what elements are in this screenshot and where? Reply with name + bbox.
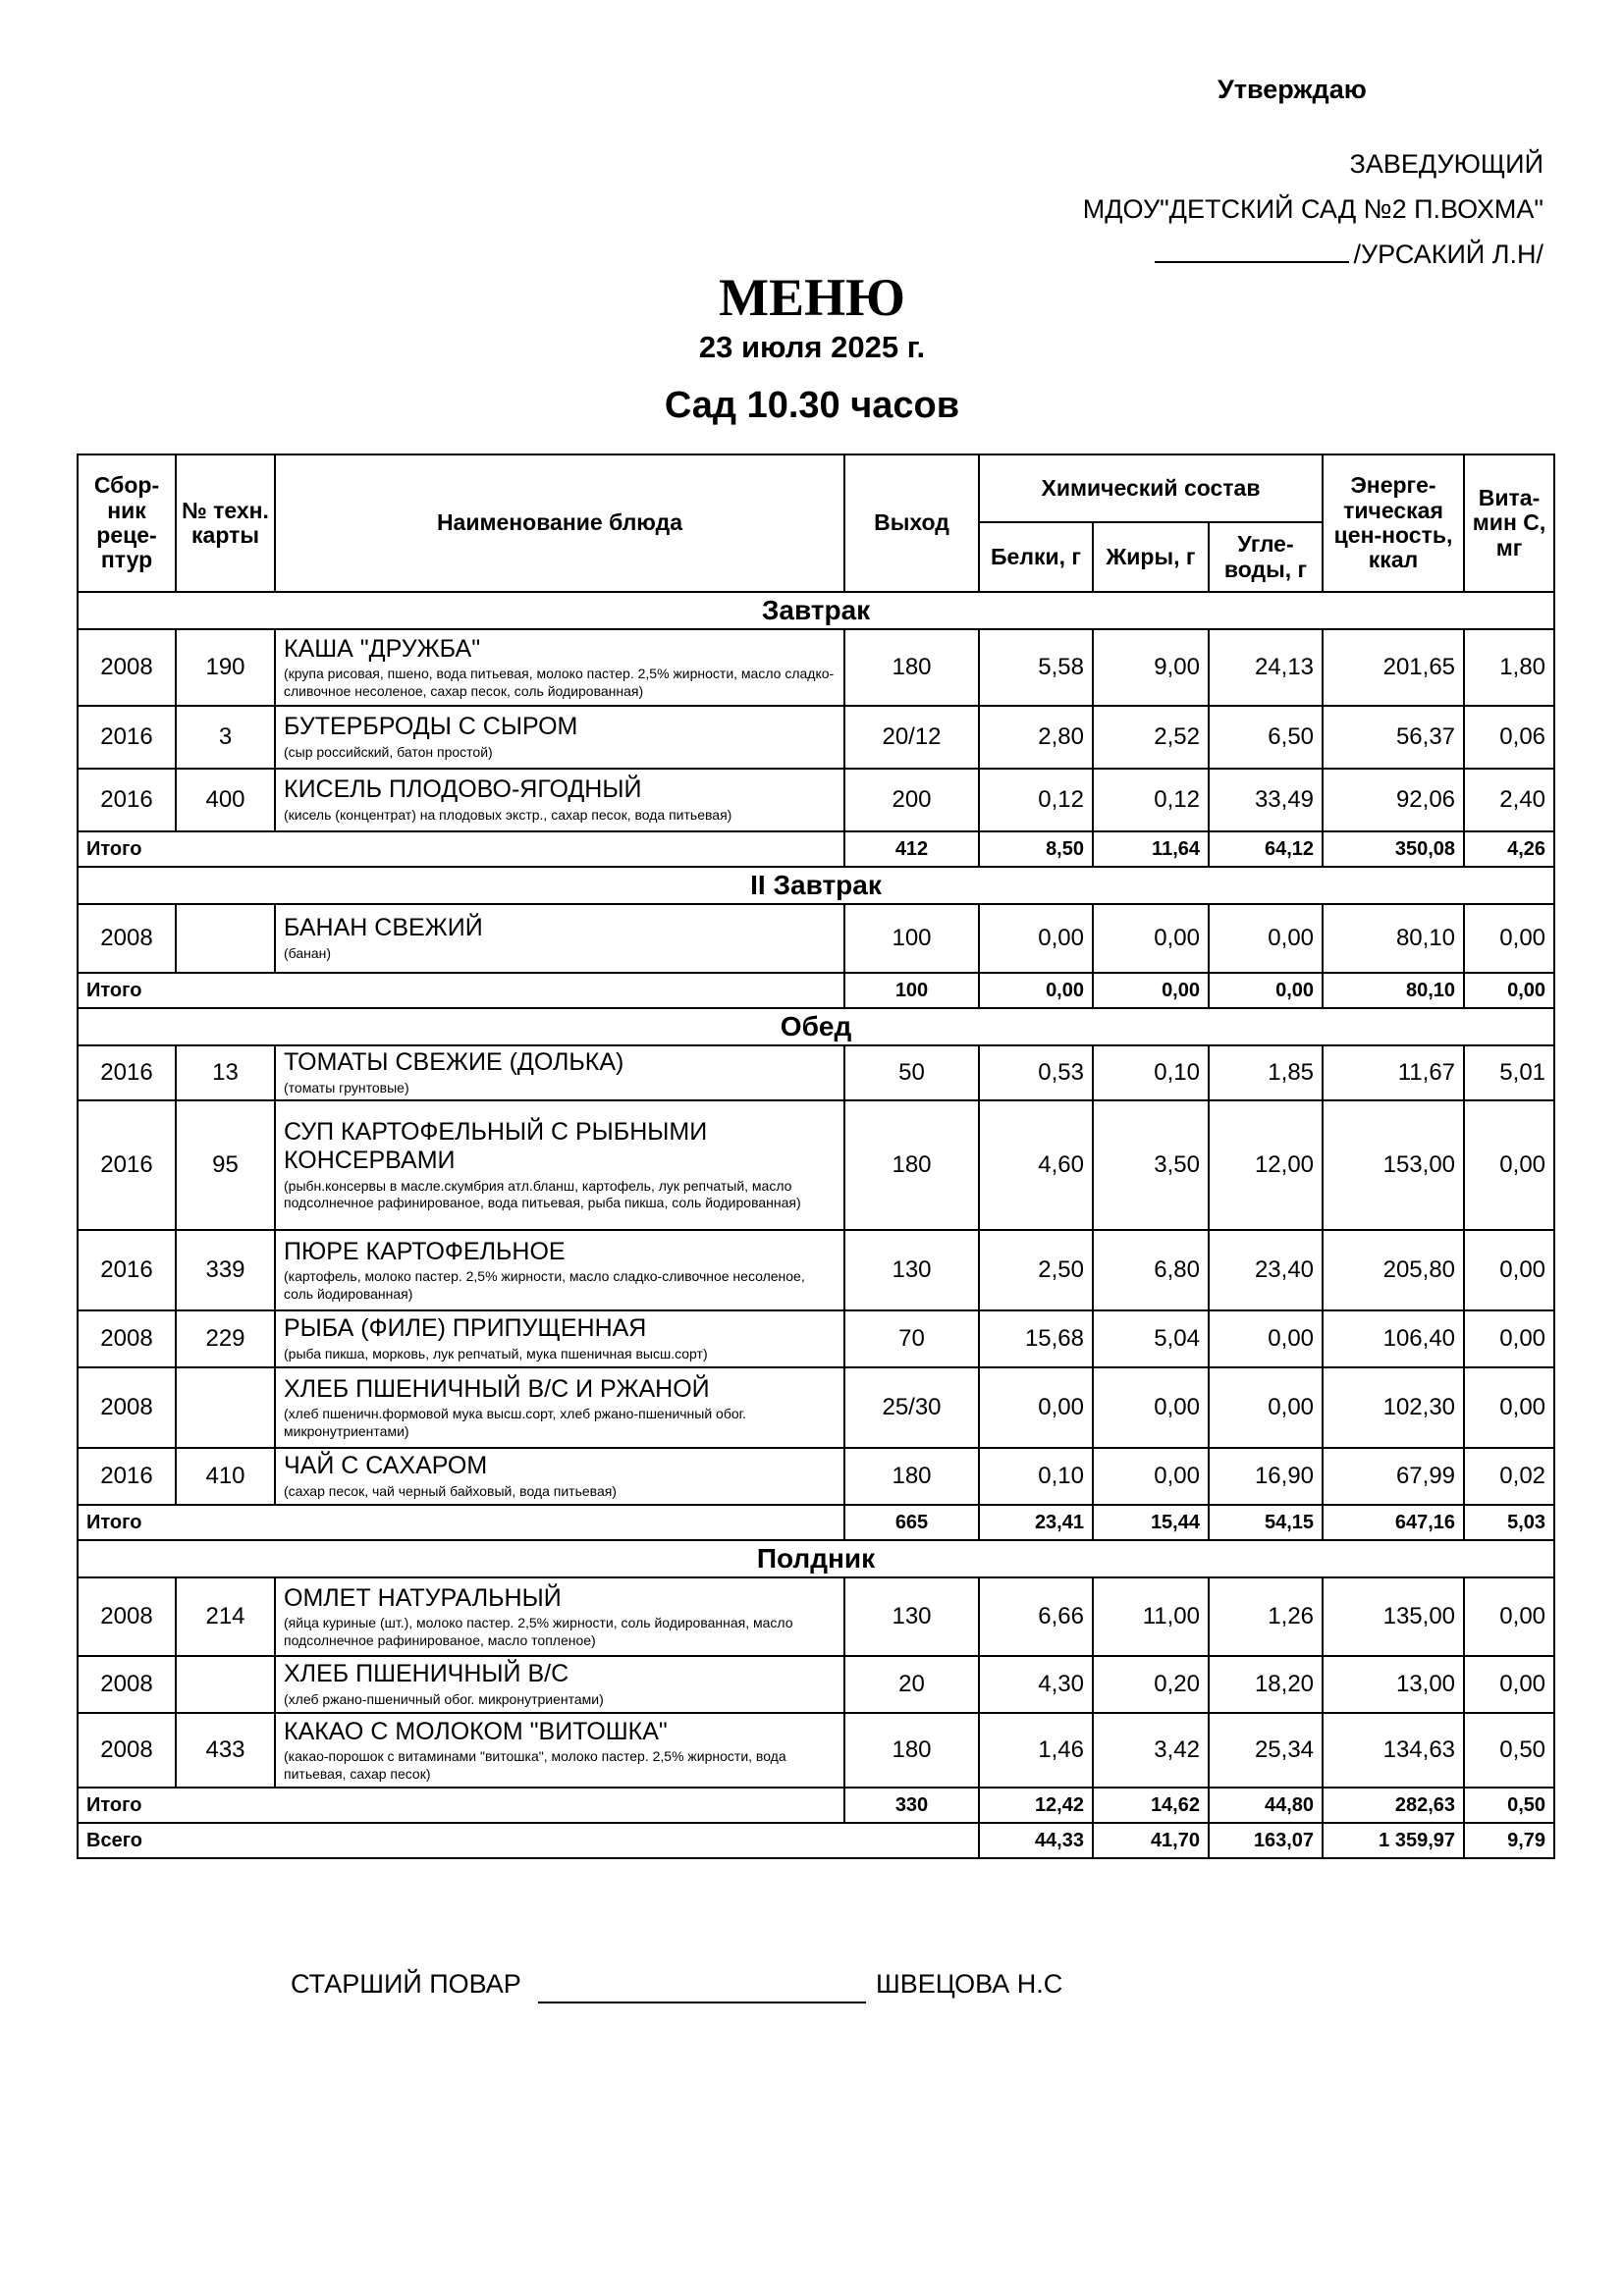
dish-row	[78, 1310, 1554, 1367]
header-collection: Сбор-ник реце-птур	[78, 454, 176, 592]
dish-name: ХЛЕБ ПШЕНИЧНЫЙ В/С И РЖАНОЙ	[284, 1374, 710, 1403]
dish-row	[78, 1100, 1554, 1230]
dish-row	[78, 769, 1554, 831]
dish-output: 180	[844, 1448, 979, 1505]
dish-fat: 3,42	[1093, 1713, 1209, 1788]
dish-collection: 2016	[78, 1230, 176, 1310]
dish-energy: 92,06	[1323, 769, 1464, 831]
dish-name: КАКАО С МОЛОКОМ "ВИТОШКА"	[284, 1717, 668, 1745]
dish-cell	[275, 1448, 844, 1505]
dish-collection: 2008	[78, 1656, 176, 1713]
dish-carbs: 16,90	[1209, 1448, 1323, 1505]
dish-fat: 0,20	[1093, 1656, 1209, 1713]
dish-vitamin: 0,00	[1464, 1100, 1554, 1230]
header-carbs: Угле-воды, г	[1209, 522, 1323, 592]
dish-row	[78, 1367, 1554, 1448]
total-output: 330	[844, 1788, 979, 1823]
menu-body	[78, 592, 1554, 1858]
total-fat: 11,64	[1093, 831, 1209, 867]
total-fat: 0,00	[1093, 973, 1209, 1008]
dish-energy: 80,10	[1323, 904, 1464, 973]
dish-card: 3	[176, 706, 275, 769]
header-protein: Белки, г	[979, 522, 1093, 592]
total-carbs: 44,80	[1209, 1788, 1323, 1823]
dish-cell	[275, 1713, 844, 1788]
approval-signature: /УРСАКИЙ Л.Н/	[1353, 240, 1543, 269]
dish-energy: 134,63	[1323, 1713, 1464, 1788]
dish-row	[78, 904, 1554, 973]
menu-date: 23 июля 2025 г.	[698, 330, 926, 364]
dish-composition: (сахар песок, чай черный байховый, вода питьевая)	[284, 1483, 617, 1500]
dish-fat: 3,50	[1093, 1100, 1209, 1230]
dish-card	[176, 1656, 275, 1713]
dish-name: ХЛЕБ ПШЕНИЧНЫЙ В/С	[284, 1660, 569, 1688]
total-energy: 282,63	[1323, 1788, 1464, 1823]
dish-vitamin: 0,00	[1464, 1367, 1554, 1448]
dish-carbs: 0,00	[1209, 1367, 1323, 1448]
total-carbs: 64,12	[1209, 831, 1323, 867]
dish-energy: 67,99	[1323, 1448, 1464, 1505]
dish-fat: 0,00	[1093, 1367, 1209, 1448]
dish-output: 25/30	[844, 1367, 979, 1448]
dish-output: 100	[844, 904, 979, 973]
dish-collection: 2016	[78, 769, 176, 831]
dish-carbs: 33,49	[1209, 769, 1323, 831]
dish-collection: 2016	[78, 1448, 176, 1505]
dish-composition: (банан)	[284, 945, 332, 962]
dish-row	[78, 1577, 1554, 1656]
dish-vitamin: 0,00	[1464, 904, 1554, 973]
menu-table	[77, 454, 1555, 1859]
dish-composition: (рыба пикша, морковь, лук репчатый, мука пшеничная высш.сорт)	[284, 1346, 708, 1362]
dish-composition: (томаты грунтовые)	[284, 1080, 409, 1096]
header-energy: Энерге-тическая цен-ность, ккал	[1323, 454, 1464, 592]
dish-carbs: 6,50	[1209, 706, 1323, 769]
dish-name: БАНАН СВЕЖИЙ	[284, 914, 483, 942]
dish-row	[78, 1656, 1554, 1713]
dish-energy: 56,37	[1323, 706, 1464, 769]
dish-cell	[275, 1367, 844, 1448]
footer-role: СТАРШИЙ ПОВАР	[291, 1969, 521, 1999]
dish-collection: 2008	[78, 904, 176, 973]
dish-fat: 0,10	[1093, 1045, 1209, 1100]
dish-vitamin: 0,50	[1464, 1713, 1554, 1788]
total-fat: 15,44	[1093, 1505, 1209, 1540]
section-title: Завтрак	[78, 592, 1554, 629]
dish-composition: (сыр российский, батон простой)	[284, 744, 493, 761]
dish-name: ОМЛЕТ НАТУРАЛЬНЫЙ	[284, 1583, 562, 1612]
dish-vitamin: 0,00	[1464, 1577, 1554, 1656]
dish-carbs: 24,13	[1209, 629, 1323, 706]
dish-card: 229	[176, 1310, 275, 1367]
dish-carbs: 0,00	[1209, 1310, 1323, 1367]
grand-total-protein: 44,33	[979, 1823, 1093, 1858]
dish-carbs: 23,40	[1209, 1230, 1323, 1310]
total-vitamin: 4,26	[1464, 831, 1554, 867]
dish-energy: 153,00	[1323, 1100, 1464, 1230]
dish-vitamin: 0,00	[1464, 1656, 1554, 1713]
total-row	[78, 1505, 1554, 1540]
dish-protein: 2,50	[979, 1230, 1093, 1310]
dish-card: 214	[176, 1577, 275, 1656]
dish-fat: 11,00	[1093, 1577, 1209, 1656]
footer-name: ШВЕЦОВА Н.С	[876, 1969, 1063, 1999]
dish-name: ЧАЙ С САХАРОМ	[284, 1452, 488, 1480]
dish-name: КИСЕЛЬ ПЛОДОВО-ЯГОДНЫЙ	[284, 775, 642, 804]
dish-energy: 201,65	[1323, 629, 1464, 706]
dish-row	[78, 629, 1554, 706]
dish-cell	[275, 1656, 844, 1713]
dish-composition: (хлеб ржано-пшеничный обог. микронутриентами)	[284, 1691, 604, 1708]
total-carbs: 54,15	[1209, 1505, 1323, 1540]
dish-output: 130	[844, 1230, 979, 1310]
dish-collection: 2008	[78, 629, 176, 706]
dish-output: 200	[844, 769, 979, 831]
dish-protein: 0,10	[979, 1448, 1093, 1505]
dish-composition: (картофель, молоко пастер. 2,5% жирности, масло сладко-сливочное несоленое, соль йодированная)	[284, 1268, 805, 1302]
total-output: 100	[844, 973, 979, 1008]
dish-card: 433	[176, 1713, 275, 1788]
footer-signature-line	[538, 2002, 866, 2003]
total-row	[78, 831, 1554, 867]
dish-row	[78, 1045, 1554, 1100]
dish-output: 130	[844, 1577, 979, 1656]
header-name: Наименование блюда	[275, 454, 844, 592]
dish-vitamin: 1,80	[1464, 629, 1554, 706]
dish-row	[78, 706, 1554, 769]
dish-fat: 0,00	[1093, 904, 1209, 973]
dish-fat: 0,00	[1093, 1448, 1209, 1505]
dish-protein: 15,68	[979, 1310, 1093, 1367]
dish-collection: 2016	[78, 1045, 176, 1100]
total-carbs: 0,00	[1209, 973, 1323, 1008]
total-vitamin: 0,00	[1464, 973, 1554, 1008]
grand-total-fat: 41,70	[1093, 1823, 1209, 1858]
total-vitamin: 5,03	[1464, 1505, 1554, 1540]
dish-protein: 5,58	[979, 629, 1093, 706]
dish-name: ПЮРЕ КАРТОФЕЛЬНОЕ	[284, 1237, 566, 1265]
grand-total-carbs: 163,07	[1209, 1823, 1323, 1858]
dish-card: 13	[176, 1045, 275, 1100]
dish-vitamin: 0,00	[1464, 1310, 1554, 1367]
dish-cell	[275, 1100, 844, 1230]
dish-collection: 2008	[78, 1310, 176, 1367]
dish-output: 20/12	[844, 706, 979, 769]
dish-cell	[275, 706, 844, 769]
total-protein: 8,50	[979, 831, 1093, 867]
dish-vitamin: 0,00	[1464, 1230, 1554, 1310]
dish-composition: (какао-порошок с витаминами "витошка", молоко пастер. 2,5% жирности, вода питьевая, сахар песок)	[284, 1748, 786, 1782]
approval-organization: МДОУ"ДЕТСКИЙ САД №2 П.ВОХМА"	[1082, 194, 1543, 224]
section-title: II Завтрак	[78, 867, 1554, 904]
menu-subtitle: Сад 10.30 часов	[664, 385, 960, 426]
dish-carbs: 25,34	[1209, 1713, 1323, 1788]
dish-card: 400	[176, 769, 275, 831]
dish-protein: 2,80	[979, 706, 1093, 769]
dish-cell	[275, 769, 844, 831]
dish-collection: 2008	[78, 1577, 176, 1656]
grand-total-row	[78, 1823, 1554, 1858]
dish-name: ТОМАТЫ СВЕЖИЕ (ДОЛЬКА)	[284, 1048, 624, 1077]
dish-vitamin: 5,01	[1464, 1045, 1554, 1100]
dish-energy: 102,30	[1323, 1367, 1464, 1448]
dish-energy: 205,80	[1323, 1230, 1464, 1310]
total-protein: 0,00	[979, 973, 1093, 1008]
dish-composition: (кисель (концентрат) на плодовых экстр., сахар песок, вода питьевая)	[284, 807, 732, 824]
dish-energy: 11,67	[1323, 1045, 1464, 1100]
dish-vitamin: 2,40	[1464, 769, 1554, 831]
total-output: 412	[844, 831, 979, 867]
dish-composition: (хлеб пшеничн.формовой мука высш.сорт, хлеб ржано-пшеничный обог. микронутриентами)	[284, 1406, 746, 1439]
total-label: Итого	[78, 973, 844, 1008]
header-fat: Жиры, г	[1093, 522, 1209, 592]
signature-blank	[1155, 241, 1349, 263]
header-card: № техн. карты	[176, 454, 275, 592]
dish-fat: 5,04	[1093, 1310, 1209, 1367]
dish-cell	[275, 1577, 844, 1656]
dish-output: 180	[844, 1713, 979, 1788]
dish-vitamin: 0,02	[1464, 1448, 1554, 1505]
dish-vitamin: 0,06	[1464, 706, 1554, 769]
dish-card	[176, 904, 275, 973]
dish-protein: 0,00	[979, 1367, 1093, 1448]
total-protein: 23,41	[979, 1505, 1093, 1540]
dish-name: РЫБА (ФИЛЕ) ПРИПУЩЕННАЯ	[284, 1314, 647, 1343]
total-vitamin: 0,50	[1464, 1788, 1554, 1823]
dish-collection: 2016	[78, 706, 176, 769]
approval-signature-line	[1155, 240, 1543, 270]
dish-protein: 4,30	[979, 1656, 1093, 1713]
total-fat: 14,62	[1093, 1788, 1209, 1823]
dish-carbs: 12,00	[1209, 1100, 1323, 1230]
dish-protein: 4,60	[979, 1100, 1093, 1230]
dish-fat: 2,52	[1093, 706, 1209, 769]
dish-composition: (крупа рисовая, пшено, вода питьевая, молоко пастер. 2,5% жирности, масло сладко-сливочное несоленое, сахар песок, соль йодированная)	[284, 666, 835, 699]
dish-fat: 0,12	[1093, 769, 1209, 831]
dish-output: 50	[844, 1045, 979, 1100]
dish-energy: 135,00	[1323, 1577, 1464, 1656]
section-header	[78, 592, 1554, 629]
dish-card: 95	[176, 1100, 275, 1230]
dish-protein: 0,00	[979, 904, 1093, 973]
grand-total-vitamin: 9,79	[1464, 1823, 1554, 1858]
total-row	[78, 973, 1554, 1008]
page-title: МЕНЮ	[719, 268, 905, 327]
dish-name: КАША "ДРУЖБА"	[284, 634, 481, 663]
section-header	[78, 1540, 1554, 1577]
dish-name: СУП КАРТОФЕЛЬНЫЙ С РЫБНЫМИ КОНСЕРВАМИ	[284, 1118, 708, 1174]
approval-position: ЗАВЕДУЮЩИЙ	[1349, 149, 1543, 179]
header-vitamin: Вита-мин С, мг	[1464, 454, 1554, 592]
dish-card: 190	[176, 629, 275, 706]
dish-cell	[275, 904, 844, 973]
dish-collection: 2016	[78, 1100, 176, 1230]
dish-cell	[275, 1045, 844, 1100]
section-header	[78, 867, 1554, 904]
dish-protein: 0,12	[979, 769, 1093, 831]
section-header	[78, 1008, 1554, 1045]
grand-total-label: Всего	[78, 1823, 979, 1858]
dish-fat: 6,80	[1093, 1230, 1209, 1310]
total-energy: 80,10	[1323, 973, 1464, 1008]
dish-output: 20	[844, 1656, 979, 1713]
dish-fat: 9,00	[1093, 629, 1209, 706]
dish-collection: 2008	[78, 1713, 176, 1788]
total-protein: 12,42	[979, 1788, 1093, 1823]
dish-protein: 0,53	[979, 1045, 1093, 1100]
dish-cell	[275, 1310, 844, 1367]
dish-carbs: 1,26	[1209, 1577, 1323, 1656]
dish-card	[176, 1367, 275, 1448]
dish-output: 70	[844, 1310, 979, 1367]
dish-carbs: 18,20	[1209, 1656, 1323, 1713]
dish-card: 339	[176, 1230, 275, 1310]
dish-row	[78, 1230, 1554, 1310]
total-energy: 350,08	[1323, 831, 1464, 867]
dish-carbs: 0,00	[1209, 904, 1323, 973]
header-chem: Химический состав	[979, 454, 1323, 522]
dish-output: 180	[844, 1100, 979, 1230]
total-output: 665	[844, 1505, 979, 1540]
dish-cell	[275, 629, 844, 706]
dish-row	[78, 1713, 1554, 1788]
section-title: Обед	[78, 1008, 1554, 1045]
dish-energy: 106,40	[1323, 1310, 1464, 1367]
dish-energy: 13,00	[1323, 1656, 1464, 1713]
dish-protein: 1,46	[979, 1713, 1093, 1788]
dish-protein: 6,66	[979, 1577, 1093, 1656]
dish-name: БУТЕРБРОДЫ С СЫРОМ	[284, 713, 578, 741]
dish-output: 180	[844, 629, 979, 706]
total-label: Итого	[78, 1505, 844, 1540]
dish-card: 410	[176, 1448, 275, 1505]
total-row	[78, 1788, 1554, 1823]
dish-cell	[275, 1230, 844, 1310]
grand-total-energy: 1 359,97	[1323, 1823, 1464, 1858]
section-title: Полдник	[78, 1540, 1554, 1577]
dish-composition: (яйца куриные (шт.), молоко пастер. 2,5% жирности, соль йодированная, масло подсолнечное рафинированое, масло топленое)	[284, 1615, 793, 1648]
approval-label: Утверждаю	[1218, 75, 1367, 104]
dish-row	[78, 1448, 1554, 1505]
dish-carbs: 1,85	[1209, 1045, 1323, 1100]
total-label: Итого	[78, 1788, 844, 1823]
total-label: Итого	[78, 831, 844, 867]
dish-collection: 2008	[78, 1367, 176, 1448]
header-output: Выход	[844, 454, 979, 592]
dish-composition: (рыбн.консервы в масле.скумбрия атл.бланш, картофель, лук репчатый, масло подсолнечное рафинированое, вода питьевая, рыба пикша, соль йодированная)	[284, 1177, 801, 1211]
total-energy: 647,16	[1323, 1505, 1464, 1540]
